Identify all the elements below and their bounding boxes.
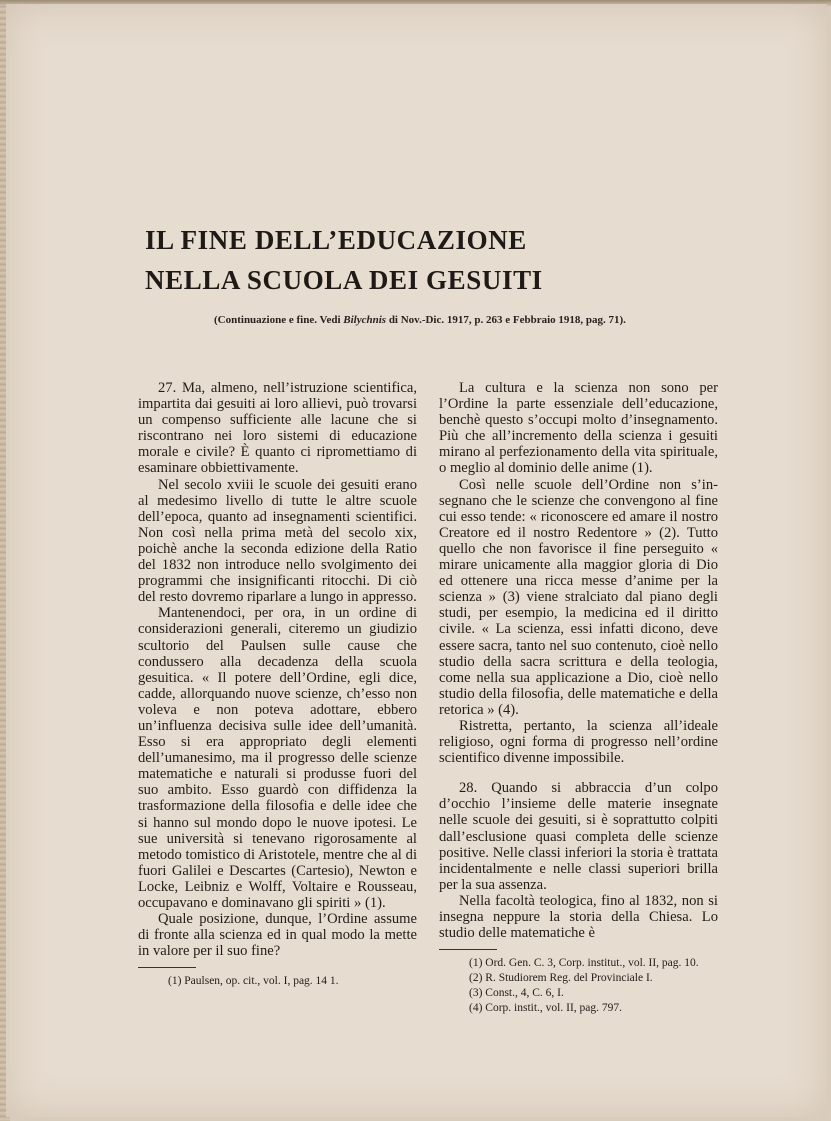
- paragraph: Nel secolo xviii le scuole dei gesuiti erano al medesimo livello di tutte le altre scuole dell’epoca, quanto ad insegnamenti scientifici. Non così nella prima metà del secolo xix, poichè anche la seconda edizione della Ratio del 1832 non introduce nello svolgimento dei programmi che insignificanti ritocchi. Di ciò del resto dovremo riparlare a lungo in appresso.: [138, 476, 417, 606]
- paragraph: Quale posizione, dunque, l’Ordine assume di fronte alla scienza ed in qual modo la mette in valore per il suo fine?: [138, 911, 417, 960]
- title-line-1: IL FINE DELL’EDUCAZIONE: [145, 225, 527, 255]
- article-subtitle: [214, 314, 654, 326]
- footnote: (4) Corp. instit., vol. II, pag. 797.: [469, 1002, 622, 1015]
- left-column: [138, 380, 417, 989]
- footnote: (1) Paulsen, op. cit., vol. I, pag. 14 1.: [168, 975, 339, 988]
- footnote: (3) Const., 4, C. 6, I.: [469, 987, 564, 1000]
- subtitle-prefix: (Continuazione e fine. Vedi: [214, 314, 344, 326]
- paragraph: Mantenendoci, per ora, in un ordine di considerazioni generali, citeremo un giudizio scultorio del Paulsen sulle cause che condussero alla decadenza della scuola gesuitica. « Il potere dell’Ordine, egli dice, cadde, allorquando nuove scienze, ch’esso non voleva e non poteva adottare, ebbero un’influenza decisiva sulle idee dell’umanità. Esso si era appropriato degli elementi dell’umanesimo, ma il progresso delle scienze matematiche e naturali si produsse fuori del suo ambito. Esso guardò con diffidenza la trasformazione della filosofia e delle idee che si hanno sul mondo dopo le nuove ipotesi. Le sue università si tenevano rigorosamente al metodo tomistico di Aristotele, mentre che al di fuori Galilei e Descartes (Cartesio), Newton e Locke, Leibniz e Wolff, Voltaire e Rousseau, occupavano e dominavano gli spiriti » (1).: [138, 605, 417, 911]
- paragraph: 27. Ma, almeno, nell’istruzione scientifica, impartita dai gesuiti ai loro allievi, può trovarsi un compenso sufficiente alle lacune che si riscontrano nei loro sistemi di educazione morale e civile? È quanto ci ripromettiamo di esaminare obbiettivamente.: [138, 380, 417, 477]
- footnote-rule: [439, 949, 497, 950]
- title-line-2: NELLA SCUOLA DEI GESUITI: [145, 265, 543, 295]
- paragraph: Ristretta, pertanto, la scienza all’ideale religioso, ogni forma di progresso nell’ordine scientifico divenne impossibile.: [439, 717, 718, 767]
- footnote: (1) Ord. Gen. C. 3, Corp. institut., vol. II, pag. 10.: [469, 957, 699, 970]
- right-column: [439, 380, 718, 1016]
- paragraph: Nella facoltà teologica, fino al 1832, non si insegna neppure la storia della Chiesa. Lo studio delle matematiche è: [439, 892, 718, 942]
- footnote-rule: [138, 967, 196, 968]
- subtitle-journal: Bilychnis: [343, 314, 387, 326]
- article-title: [145, 220, 705, 300]
- footnote: (2) R. Studiorem Reg. del Provinciale I.: [469, 972, 653, 985]
- paragraph: La cultura e la scienza non sono per l’Ordine la parte essenziale dell’educazione, benchè questo s’occupi molto d’insegnamento. Più che all’incremento della scienza i gesuiti mirano al perfezionamento della vita spirituale, o meglio al dominio delle anime (1).: [439, 380, 718, 477]
- paragraph: 28. Quando si abbraccia d’un colpo d’occhio l’insieme delle materie insegnate nelle scuole dei gesuiti, si è soprattutto colpiti dall’esclusione quasi completa delle scienze positive. Nelle classi inferiori la storia è trattata incidentalmente e nelle classi superiori brilla per la sua assenza.: [439, 780, 718, 893]
- subtitle-suffix: di Nov.-Dic. 1917, p. 263 e Febbraio 1918, pag. 71).: [386, 314, 626, 326]
- paragraph: Così nelle scuole dell’Ordine non s’insegnano che le scienze che convengono al fine cui esso tende: « riconoscere ed amare il nostro Creatore ed il nostro Redentore » (2). Tutto quello che non favorisce il fine perseguito « mirare unicamente alla maggior gloria di Dio ed ottenere una ricca messe d’anime per la scienza » (3) viene stralciato dal piano degli studi, per esempio, la medicina ed il diritto civile. « La scienza, essi infatti dicono, deve essere sacra, tanto nel suo contenuto, cioè nello studio della sacra scrittura e della teologia, come nella sua applicazione a Dio, cioè nello studio della filosofia, delle matematiche e della retorica » (4).: [439, 476, 718, 718]
